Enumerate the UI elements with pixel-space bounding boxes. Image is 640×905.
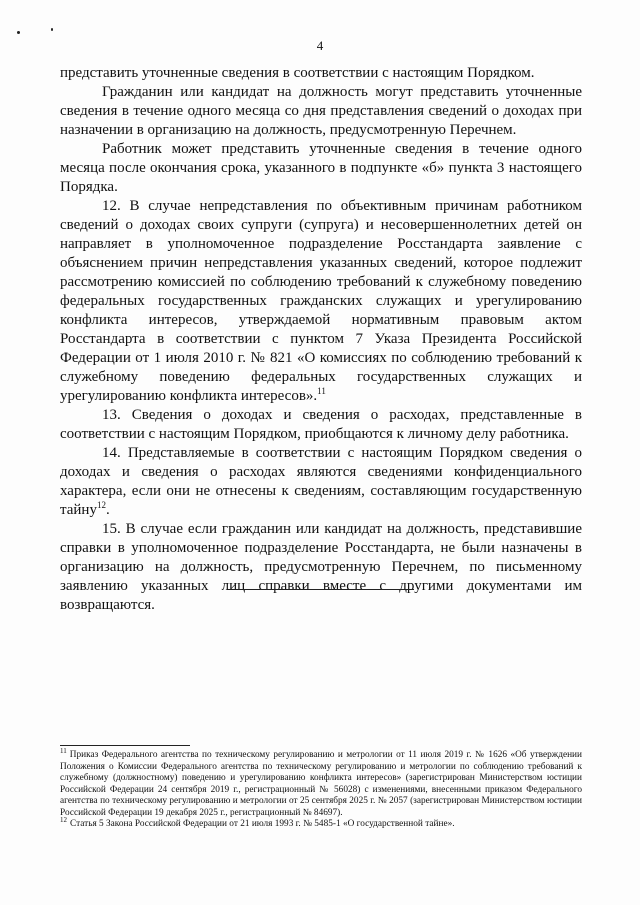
end-of-text-rule	[228, 589, 414, 590]
paragraph-continuation: представить уточненные сведения в соответствии с настоящим Порядком.	[60, 65, 535, 81]
scan-speck	[17, 31, 20, 34]
page-number: 4	[316, 38, 324, 53]
footnote-mark: 12	[60, 815, 67, 824]
paragraph-item-14: 14. Представляемые в соответствии с настоящим Порядком сведения о доходах и сведения о расходах являются сведениями конфиденциального характера, если они не отнесены к сведениям, составляющим государственную тайну$^{12}$.	[60, 445, 582, 518]
footnotes	[60, 746, 582, 831]
footnote-reference[interactable]: 12	[96, 500, 106, 510]
paragraph-candidate-corrections: Гражданин или кандидат на должность могут представить уточненные сведения в течение одного месяца со дня представления сведений о доходах при назначении в организацию на должность, предусмотренную Перечнем.	[60, 84, 582, 138]
footnote-12: $^{12}$ Статья 5 Закона Российской Федерации от 21 июля 1993 г. № 5485-1 «О государственной тайне».	[60, 815, 455, 829]
paragraph-item-12: 12. В случае непредставления по объективным причинам работником сведений о доходах своих супруги (супруга) и несовершеннолетних детей он направляет в уполномоченное подразделение Росстандарта заявление с объяснением причин непредставления указанных сведений, которое подлежит рассмотрению комиссией по соблюдению требований к служебному поведению федеральных государственных гражданских служащих и урегулированию конфликта интересов, утверждаемой нормативным правовым актом Росстандарта в соответствии с пунктом 7 Указа Президента Российской Федерации от 1 июля 2010 г. № 821 «О комиссиях по соблюдению требований к служебному поведению федеральных государственных служащих и урегулированию конфликта интересов».$^{11}$	[60, 198, 582, 404]
scan-speck	[51, 28, 53, 31]
footnote-mark: 11	[60, 746, 67, 755]
paragraph-item-15: 15. В случае если гражданин или кандидат на должность, представившие справки в уполномоченное подразделение Росстандарта, не были назначены в организацию на должность, предусмотренную Перечнем, по письменному заявлению указанных лиц справки вместе с другими документами им возвращаются.	[60, 521, 582, 613]
footnote-11: $^{11}$ Приказ Федерального агентства по техническому регулированию и метрологии от 11 июля 2019 г. № 1626 «Об утверждении Положения о Комиссии Федерального агентства по техническому регулированию и метрологии по соблюдению требований к служебному (должностному) поведению и урегулированию конфликта интересов» (зарегистрирован Министерством юстиции Российской Федерации 24 сентября 2019 г., регистрационный № 56028) с изменениями, внесенными приказом Федерального агентства по техническому регулированию и метрологии от 25 сентября 2025 г. № 2057 (зарегистрирован Министерством юстиции Российской Федерации 19 декабря 2025 г., регистрационный № 84697).	[60, 746, 582, 818]
paragraph-employee-corrections: Работник может представить уточненные сведения в течение одного месяца после окончания срока, указанного в подпункте «б» пункта 3 настоящего Порядка.	[60, 141, 582, 195]
document-body	[60, 64, 582, 615]
footnote-reference[interactable]: 11	[317, 386, 326, 396]
paragraph-item-13: 13. Сведения о доходах и сведения о расходах, представленные в соответствии с настоящим Порядком, приобщаются к личному делу работника.	[60, 407, 582, 442]
footnote-separator	[60, 745, 190, 746]
